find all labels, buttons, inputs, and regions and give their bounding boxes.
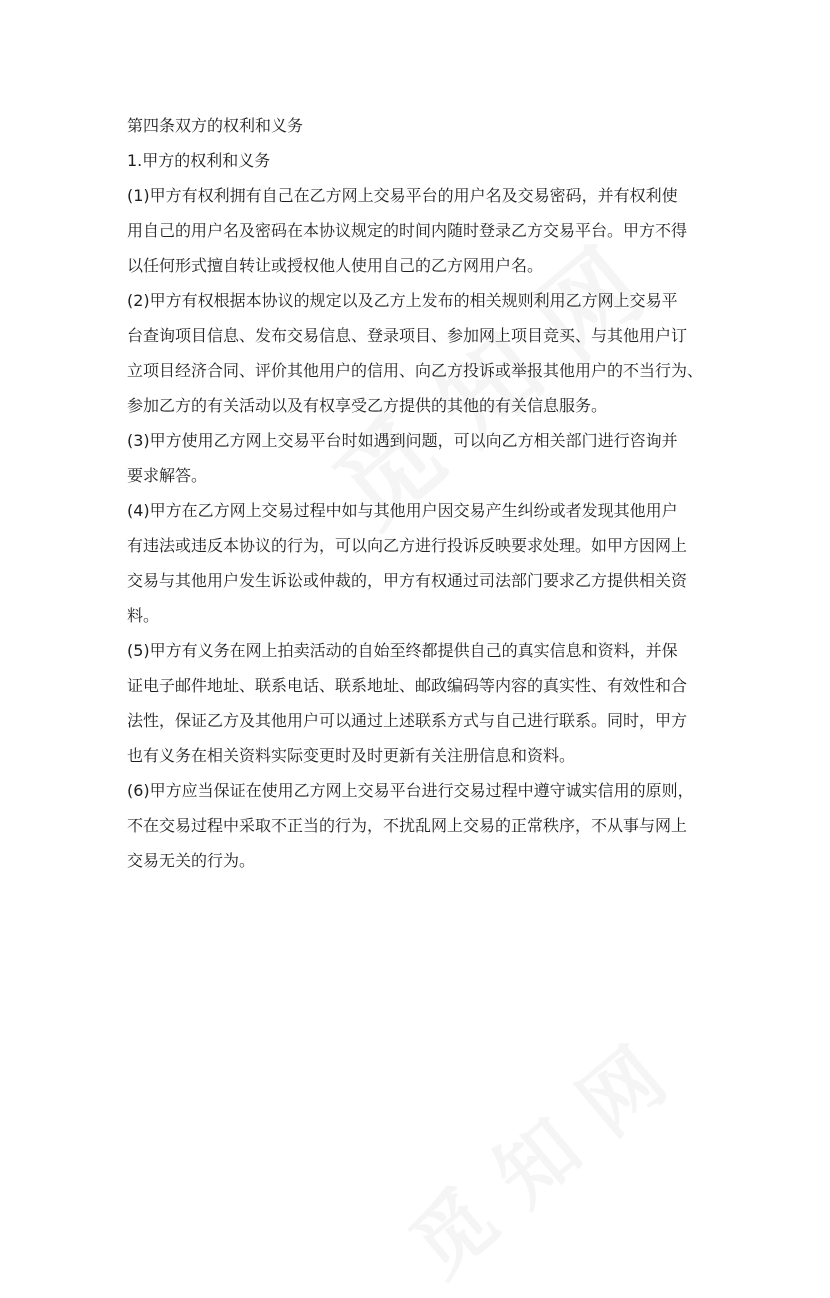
text-line: 立项目经济合同、评价其他用户的信用、向乙方投诉或举报其他用户的不当行为、 (127, 361, 704, 380)
text-line: 用自己的用户名及密码在本协议规定的时间内随时登录乙方交易平台。甲方不得 (127, 221, 688, 240)
text-line: (3)甲方使用乙方网上交易平台时如遇到问题，可以向乙方相关部门进行咨询并 (127, 431, 678, 450)
document-body (127, 108, 717, 878)
text-line: 也有义务在相关资料实际变更时及时更新有关注册信息和资料。 (127, 746, 576, 765)
text-line: 证电子邮件地址、联系电话、联系地址、邮政编码等内容的真实性、有效性和合 (127, 676, 688, 695)
text-line: (4)甲方在乙方网上交易过程中如与其他用户因交易产生纠纷或者发现其他用户 (127, 501, 678, 520)
text-line: 以任何形式擅自转让或授权他人使用自己的乙方网用户名。 (127, 256, 544, 275)
text-line: 料。 (127, 606, 160, 625)
text-line: 交易与其他用户发生诉讼或仲裁的，甲方有权通过司法部门要求乙方提供相关资 (127, 571, 688, 590)
text-line: 参加乙方的有关活动以及有权享受乙方提供的其他的有关信息服务。 (127, 396, 608, 415)
text-line: 法性，保证乙方及其他用户可以通过上述联系方式与自己进行联系。同时，甲方 (127, 711, 688, 730)
text-line: (1)甲方有权利拥有自己在乙方网上交易平台的用户名及交易密码，并有权利使 (127, 186, 678, 205)
text-line: (5)甲方有义务在网上拍卖活动的自始至终都提供自己的真实信息和资料，并保 (127, 641, 678, 660)
watermark (382, 997, 709, 1297)
text-line: 交易无关的行为。 (127, 851, 256, 870)
text-line: (2)甲方有权根据本协议的规定以及乙方上发布的相关规则利用乙方网上交易平 (127, 291, 678, 310)
text-line: 有违法或违反本协议的行为，可以向乙方进行投诉反映要求处理。如甲方因网上 (127, 536, 688, 555)
subsection-heading: 1.甲方的权利和义务 (127, 151, 271, 170)
text-line: 不在交易过程中采取不正当的行为，不扰乱网上交易的正常秩序，不从事与网上 (127, 816, 688, 835)
text-line: 台查询项目信息、发布交易信息、登录项目、参加网上项目竞买、与其他用户订 (127, 326, 688, 345)
text-line: 要求解答。 (127, 466, 208, 485)
section-heading: 第四条双方的权利和义务 (127, 116, 304, 135)
text-line: (6)甲方应当保证在使用乙方网上交易平台进行交易过程中遵守诚实信用的原则， (127, 781, 694, 800)
